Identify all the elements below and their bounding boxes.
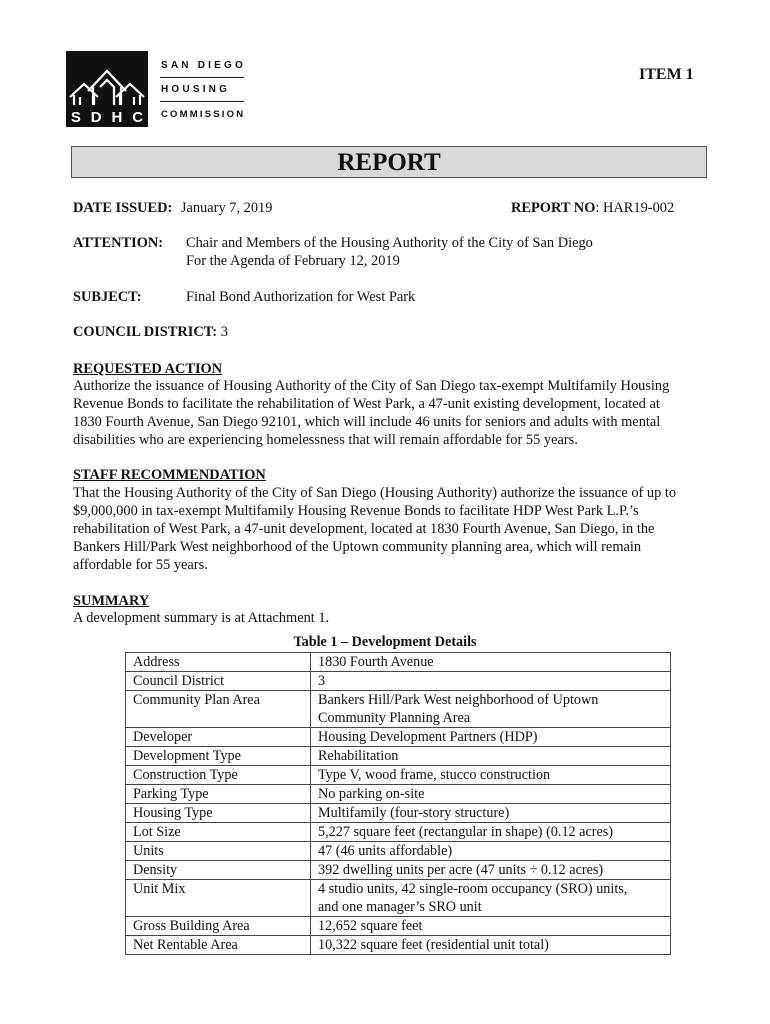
requested-action-line: disabilities who are experiencing homelessness that will remain affordable for 55 years.	[73, 432, 578, 448]
table-row	[126, 917, 671, 936]
table-cell-value	[311, 747, 671, 766]
table-cell-label: Parking Type	[126, 785, 311, 804]
table-cell-value-line: Community Planning Area	[318, 710, 471, 726]
summary-heading: SUMMARY	[73, 593, 150, 609]
table-row	[126, 804, 671, 823]
table-cell-value	[311, 823, 671, 842]
logo-word-commission: COMMISSION	[161, 109, 246, 120]
subject-label: SUBJECT:	[73, 289, 142, 305]
council-district-value: 3	[220, 324, 228, 340]
table-cell-value	[311, 766, 671, 785]
table-cell-label: Lot Size	[126, 823, 311, 842]
requested-action-heading: REQUESTED ACTION	[73, 361, 223, 377]
staff-recommendation-line: That the Housing Authority of the City of San Diego (Housing Authority) authorize the issuance of up to	[73, 485, 677, 501]
logo-letter: S	[70, 109, 81, 126]
logo-word-housing: HOUSING	[161, 84, 231, 95]
table-row	[126, 842, 671, 861]
table-cell-label: Units	[126, 842, 311, 861]
table-cell-value-line: and one manager’s SRO unit	[318, 899, 482, 915]
table-cell-label: Developer	[126, 728, 311, 747]
table-cell-value-line: 3	[318, 673, 326, 689]
table-row	[126, 823, 671, 842]
table-cell-label: Housing Type	[126, 804, 311, 823]
table-cell-label: Gross Building Area	[126, 917, 311, 936]
table-cell-value-line: 392 dwelling units per acre (47 units ÷ 0.12 acres)	[318, 862, 604, 878]
requested-action-line: Revenue Bonds to facilitate the rehabilitation of West Park, a 47-unit existing development, located at	[73, 396, 660, 412]
table-row	[126, 861, 671, 880]
report-title: REPORT	[337, 149, 441, 176]
table-cell-value-line: 10,322 square feet (residential unit total)	[318, 937, 549, 953]
table-cell-value	[311, 842, 671, 861]
attention-label: ATTENTION:	[73, 235, 164, 251]
logo-word-san-diego: SAN DIEGO	[161, 60, 246, 71]
table-row	[126, 672, 671, 691]
staff-recommendation-line: $9,000,000 in tax-exempt Multifamily Housing Revenue Bonds to facilitate HDP West Park L.P.’s	[73, 503, 639, 519]
table-cell-value-line: 47 (46 units affordable)	[318, 843, 453, 859]
attention-line-1: Chair and Members of the Housing Authority of the City of San Diego	[186, 235, 593, 251]
table-row	[126, 880, 671, 917]
sdhc-logo	[66, 51, 148, 127]
table-cell-label: Development Type	[126, 747, 311, 766]
table-cell-label: Community Plan Area	[126, 691, 311, 728]
item-label: ITEM 1	[639, 66, 694, 83]
table-cell-value	[311, 861, 671, 880]
requested-action-line: Authorize the issuance of Housing Authority of the City of San Diego tax-exempt Multifamily Housing	[73, 378, 670, 394]
table-cell-value-line: 12,652 square feet	[318, 918, 423, 934]
logo-letter: D	[90, 109, 102, 126]
subject-value: Final Bond Authorization for West Park	[186, 289, 416, 305]
attention-line-2: For the Agenda of February 12, 2019	[186, 253, 400, 269]
council-district-label: COUNCIL DISTRICT:	[73, 324, 218, 340]
staff-recommendation-line: affordable for 55 years.	[73, 557, 208, 573]
report-number: REPORT NO: HAR19-002	[511, 200, 675, 216]
table-cell-value-line: 1830 Fourth Avenue	[318, 654, 434, 670]
table-row	[126, 728, 671, 747]
logo-divider	[160, 101, 244, 102]
logo-divider	[160, 77, 244, 78]
table-cell-label: Construction Type	[126, 766, 311, 785]
date-issued	[73, 199, 272, 218]
date-issued-value: January 7, 2019	[180, 200, 273, 216]
logo-letter: H	[111, 109, 123, 126]
table-cell-value	[311, 917, 671, 936]
requested-action-line: 1830 Fourth Avenue, San Diego 92101, which will include 46 units for seniors and adults with mental	[73, 414, 661, 430]
staff-recommendation-line: rehabilitation of West Park, a 47-unit development, located at 1830 Fourth Avenue, San Diego, in the	[73, 521, 655, 537]
table-row	[126, 936, 671, 955]
table-caption: Table 1 – Development Details	[293, 634, 477, 650]
logo-letter: C	[132, 109, 144, 126]
table-cell-value	[311, 691, 671, 728]
table-cell-value-line: No parking on-site	[318, 786, 425, 802]
staff-recommendation-heading: STAFF RECOMMENDATION	[73, 467, 266, 483]
report-no-label: REPORT NO	[511, 200, 596, 216]
report-title-box	[71, 146, 707, 178]
table-cell-value-line: Housing Development Partners (HDP)	[318, 729, 538, 745]
table-row	[126, 691, 671, 728]
table-cell-value-line: Rehabilitation	[318, 748, 399, 764]
summary-line: A development summary is at Attachment 1.	[73, 610, 330, 626]
table-cell-label: Density	[126, 861, 311, 880]
report-no-value: HAR19-002	[603, 200, 675, 216]
staff-recommendation-line: Bankers Hill/Park West neighborhood of the Uptown community planning area, which will remain	[73, 539, 642, 555]
council-district	[73, 323, 228, 342]
table-row	[126, 766, 671, 785]
development-details-table	[125, 652, 671, 955]
table-cell-label: Unit Mix	[126, 880, 311, 917]
table-cell-value-line: 4 studio units, 42 single-room occupancy (SRO) units,	[318, 881, 628, 897]
table-cell-value-line: Type V, wood frame, stucco construction	[318, 767, 551, 783]
table-row	[126, 785, 671, 804]
table-cell-value	[311, 653, 671, 672]
table-cell-value	[311, 785, 671, 804]
table-cell-label: Council District	[126, 672, 311, 691]
table-cell-value-line: Bankers Hill/Park West neighborhood of Uptown	[318, 692, 599, 708]
table-cell-label: Net Rentable Area	[126, 936, 311, 955]
table-cell-value	[311, 728, 671, 747]
table-row	[126, 653, 671, 672]
table-cell-value-line: Multifamily (four-story structure)	[318, 805, 510, 821]
date-issued-label: DATE ISSUED:	[73, 200, 173, 216]
table-cell-value-line: 5,227 square feet (rectangular in shape) (0.12 acres)	[318, 824, 614, 840]
table-cell-value	[311, 936, 671, 955]
table-cell-value	[311, 804, 671, 823]
table-cell-value	[311, 880, 671, 917]
table-cell-value	[311, 672, 671, 691]
table-cell-label: Address	[126, 653, 311, 672]
table-row	[126, 747, 671, 766]
